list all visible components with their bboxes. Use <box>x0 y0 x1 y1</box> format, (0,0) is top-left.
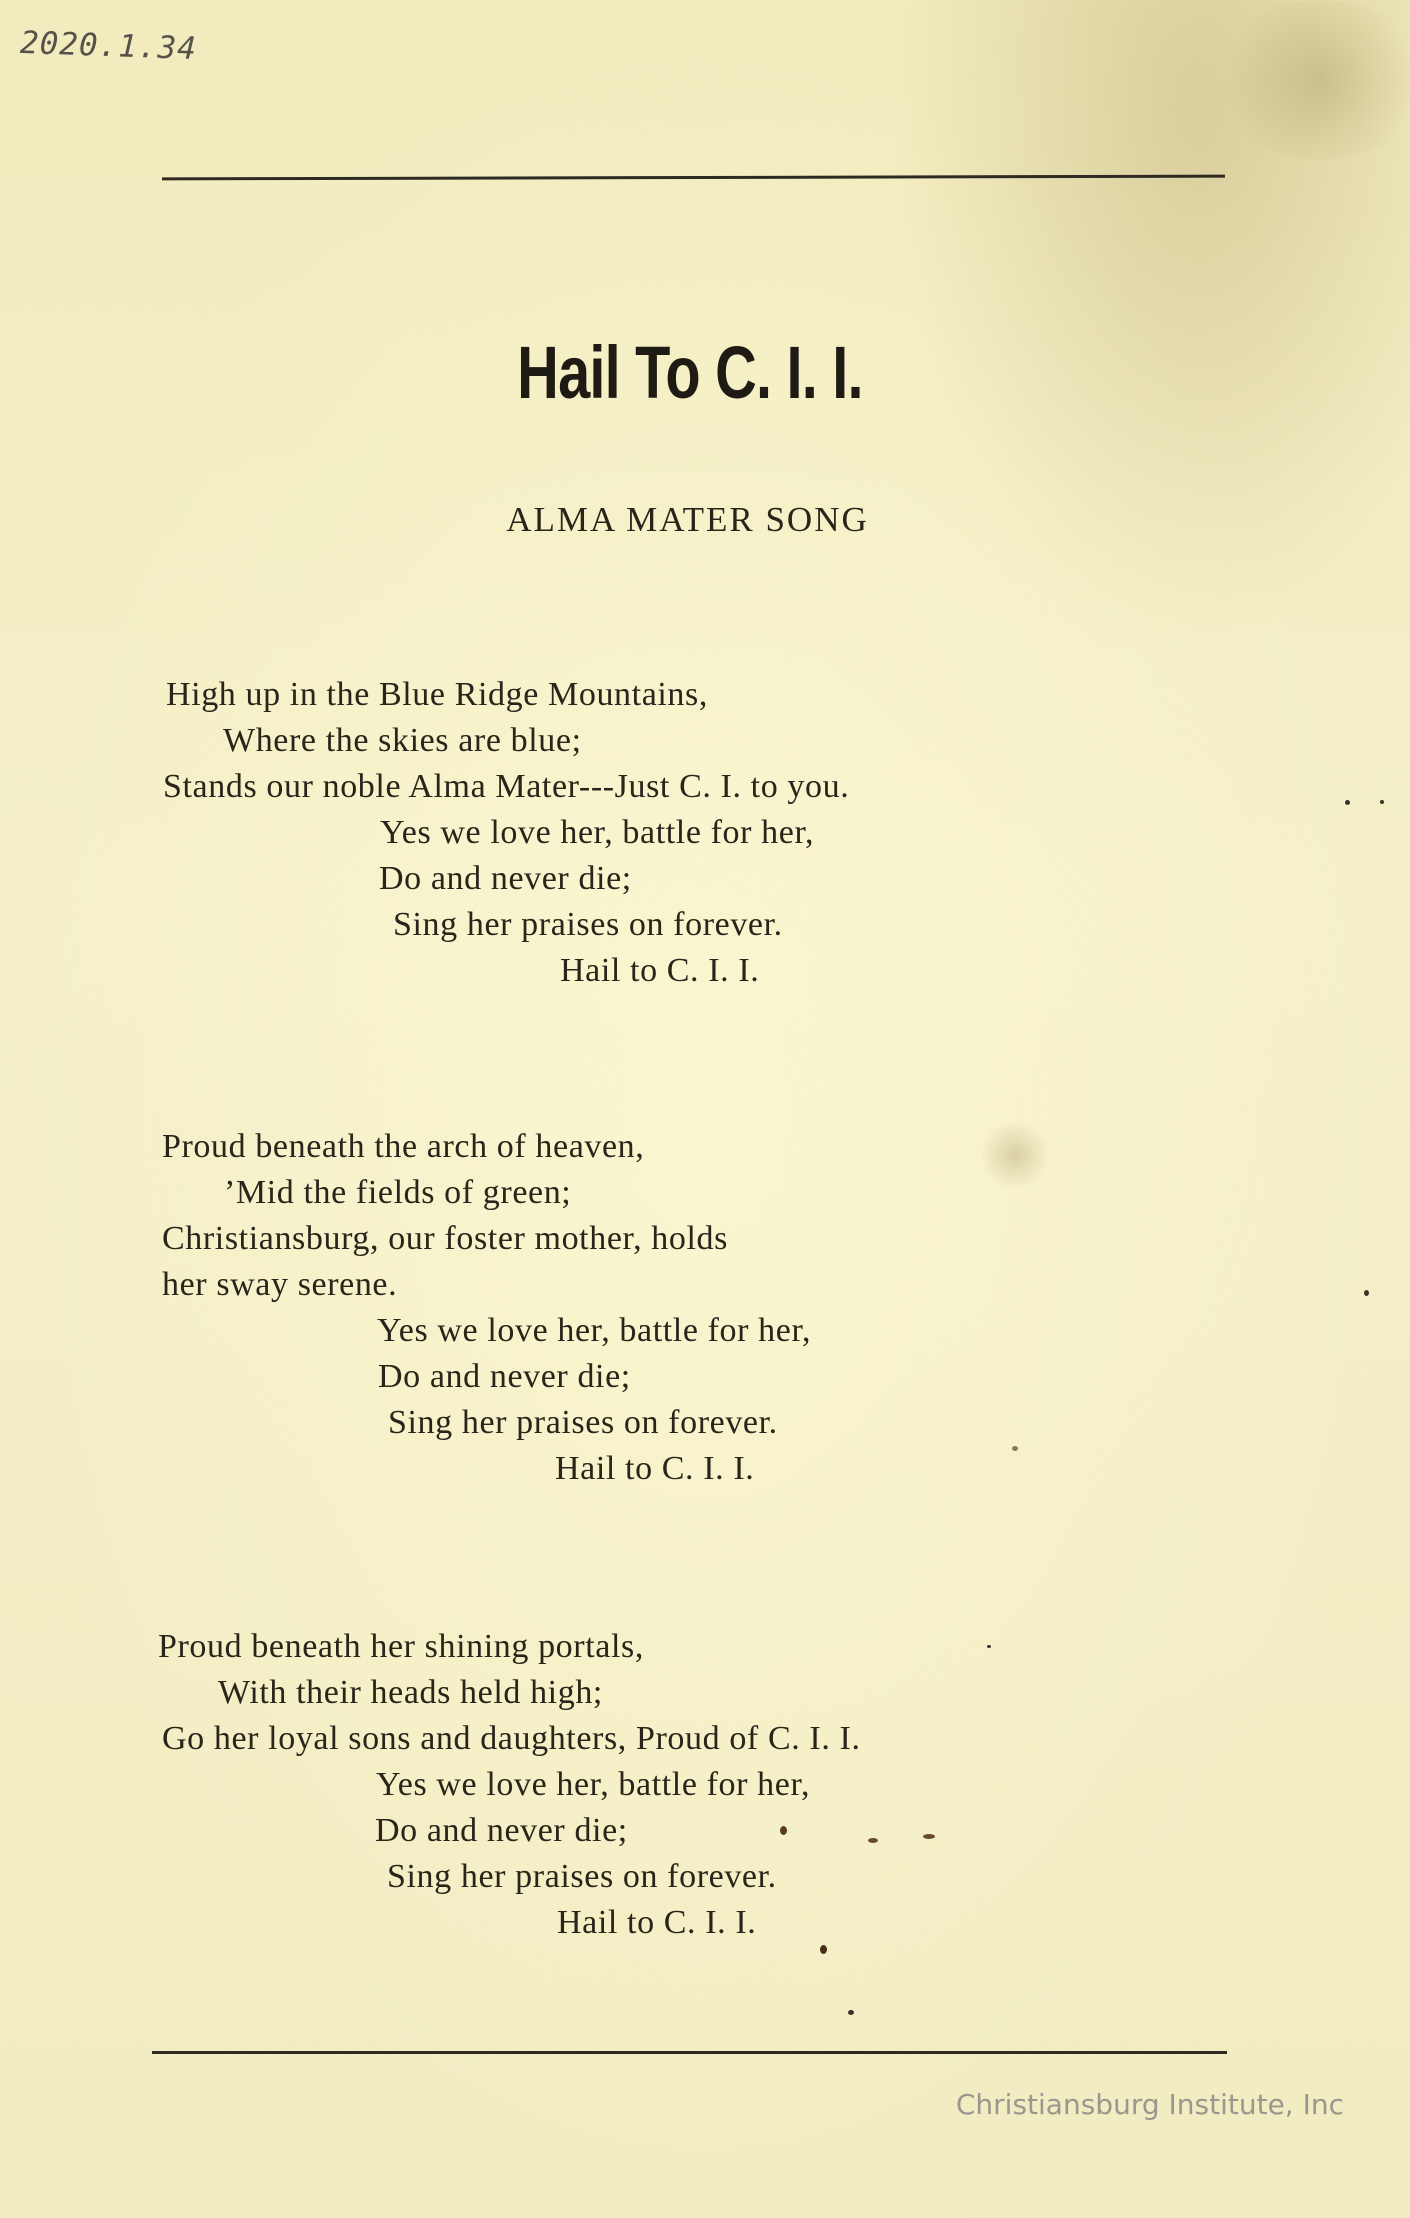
verse-line: Sing her praises on forever. <box>387 1858 777 1895</box>
ink-speck <box>1364 1290 1369 1296</box>
verse-line: Sing her praises on forever. <box>393 906 783 943</box>
ink-speck <box>1012 1446 1018 1451</box>
verse-line: her sway serene. <box>162 1266 398 1303</box>
verse-line: Hail to C. I. I. <box>555 1450 755 1487</box>
verse-line: Do and never die; <box>375 1812 628 1849</box>
ink-speck <box>923 1834 935 1839</box>
ink-speck <box>848 2010 854 2015</box>
song-subtitle: ALMA MATER SONG <box>506 500 869 539</box>
ink-speck <box>1380 800 1384 804</box>
verse-line: High up in the Blue Ridge Mountains, <box>166 676 708 713</box>
song-title: Hail To C. I. I. <box>517 331 863 414</box>
ink-speck <box>780 1826 787 1835</box>
accession-number: 2020.1.34 <box>19 24 198 68</box>
ink-speck <box>820 1945 827 1954</box>
verse-line: Stands our noble Alma Mater---Just C. I. to you. <box>163 768 850 805</box>
verse-line: With their heads held high; <box>218 1674 603 1711</box>
verse-line: Do and never die; <box>379 860 632 897</box>
watermark: Christiansburg Institute, Inc <box>955 2088 1344 2121</box>
verse-line: Proud beneath her shining portals, <box>158 1628 644 1665</box>
ink-speck <box>868 1838 878 1843</box>
verse-line: Hail to C. I. I. <box>557 1904 757 1941</box>
verse-line: Proud beneath the arch of heaven, <box>162 1128 645 1165</box>
verse-line: ’Mid the fields of green; <box>224 1174 572 1211</box>
verse-line: Do and never die; <box>378 1358 631 1395</box>
verse-line: Go her loyal sons and daughters, Proud of C. I. I. <box>162 1720 861 1757</box>
verse-line: Christiansburg, our foster mother, holds <box>162 1220 728 1257</box>
ink-speck <box>1345 800 1350 805</box>
verse-line: Where the skies are blue; <box>223 722 582 759</box>
verse-line: Yes we love her, battle for her, <box>377 1312 812 1349</box>
verse-line: Yes we love her, battle for her, <box>380 814 815 851</box>
verse-line: Hail to C. I. I. <box>560 952 760 989</box>
verse-line: Sing her praises on forever. <box>388 1404 778 1441</box>
top-divider <box>162 175 1225 181</box>
verse-line: Yes we love her, battle for her, <box>376 1766 811 1803</box>
bottom-divider <box>152 2051 1227 2054</box>
ink-speck <box>987 1645 991 1648</box>
